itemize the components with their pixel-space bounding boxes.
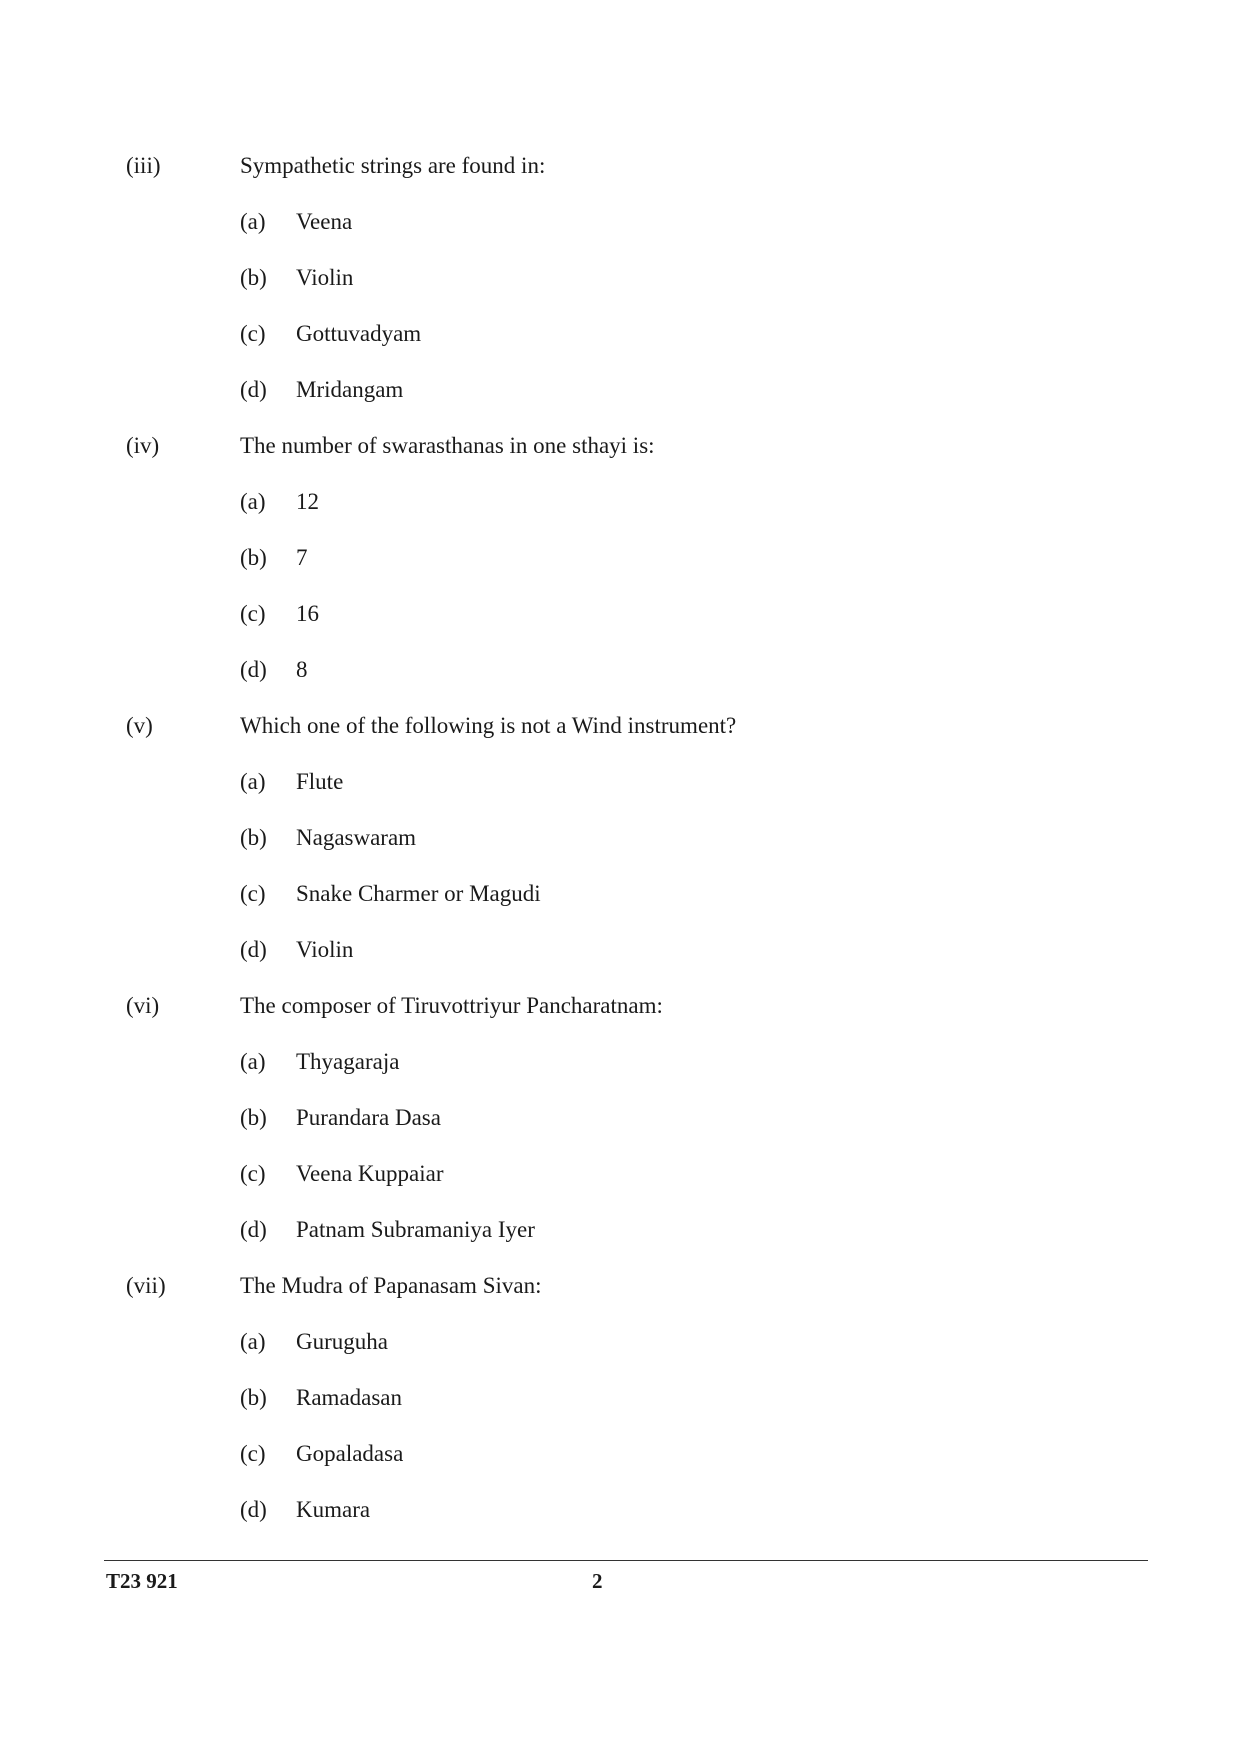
- option-d: [0, 374, 1241, 430]
- option-d: [0, 934, 1241, 990]
- option-text: Nagaswaram: [296, 825, 417, 850]
- option-b: [0, 1382, 1241, 1438]
- option-label: (c): [240, 1161, 266, 1186]
- option-label: (c): [240, 881, 266, 906]
- option-a: [0, 206, 1241, 262]
- paper-code: T23 921: [106, 1569, 178, 1593]
- question-number: (iv): [126, 433, 160, 458]
- question-iii: [0, 150, 1241, 430]
- option-text: 8: [296, 657, 308, 682]
- option-text: Violin: [296, 937, 354, 962]
- question-text: Which one of the following is not a Wind instrument?: [240, 713, 737, 738]
- option-a: [0, 766, 1241, 822]
- option-label: (d): [240, 657, 267, 682]
- option-text: Purandara Dasa: [296, 1105, 441, 1130]
- option-text: Veena Kuppaiar: [296, 1161, 444, 1186]
- question-text: The composer of Tiruvottriyur Pancharatnam:: [240, 993, 663, 1018]
- option-label: (c): [240, 321, 266, 346]
- option-b: [0, 822, 1241, 878]
- option-a: [0, 486, 1241, 542]
- option-label: (d): [240, 377, 267, 402]
- option-d: [0, 1214, 1241, 1270]
- option-d: [0, 1494, 1241, 1550]
- option-text: Kumara: [296, 1497, 371, 1522]
- question-header: [0, 990, 1241, 1046]
- option-text: Mridangam: [296, 377, 404, 402]
- option-label: (a): [240, 1329, 266, 1354]
- option-label: (b): [240, 1385, 267, 1410]
- option-c: [0, 878, 1241, 934]
- option-c: [0, 598, 1241, 654]
- option-text: Guruguha: [296, 1329, 388, 1354]
- option-label: (b): [240, 545, 267, 570]
- option-label: (d): [240, 937, 267, 962]
- question-number: (vi): [126, 993, 160, 1018]
- option-label: (d): [240, 1497, 267, 1522]
- option-text: Snake Charmer or Magudi: [296, 881, 541, 906]
- option-a: [0, 1326, 1241, 1382]
- option-text: Gottuvadyam: [296, 321, 422, 346]
- option-label: (b): [240, 265, 267, 290]
- option-label: (a): [240, 1049, 266, 1074]
- option-text: Flute: [296, 769, 344, 794]
- question-number: (v): [126, 713, 153, 738]
- option-text: Patnam Subramaniya Iyer: [296, 1217, 535, 1242]
- question-v: [0, 710, 1241, 990]
- footer-divider: [104, 1560, 1148, 1561]
- option-label: (a): [240, 489, 266, 514]
- option-text: Thyagaraja: [296, 1049, 400, 1074]
- option-label: (c): [240, 601, 266, 626]
- page-number: 2: [592, 1569, 603, 1593]
- option-label: (b): [240, 825, 267, 850]
- option-label: (a): [240, 209, 266, 234]
- option-text: Veena: [296, 209, 353, 234]
- question-header: [0, 150, 1241, 206]
- option-label: (d): [240, 1217, 267, 1242]
- option-c: [0, 1158, 1241, 1214]
- option-label: (b): [240, 1105, 267, 1130]
- question-header: [0, 710, 1241, 766]
- option-text: Gopaladasa: [296, 1441, 404, 1466]
- option-text: 12: [296, 489, 319, 514]
- option-b: [0, 262, 1241, 318]
- option-b: [0, 1102, 1241, 1158]
- question-number: (iii): [126, 153, 161, 178]
- option-c: [0, 1438, 1241, 1494]
- option-text: 7: [296, 545, 308, 570]
- option-label: (a): [240, 769, 266, 794]
- question-vii: [0, 1270, 1241, 1550]
- option-text: Violin: [296, 265, 354, 290]
- option-text: Ramadasan: [296, 1385, 403, 1410]
- question-number: (vii): [126, 1273, 166, 1298]
- question-header: [0, 1270, 1241, 1326]
- option-c: [0, 318, 1241, 374]
- option-b: [0, 542, 1241, 598]
- question-vi: [0, 990, 1241, 1270]
- option-d: [0, 654, 1241, 710]
- question-iv: [0, 430, 1241, 710]
- option-label: (c): [240, 1441, 266, 1466]
- question-text: The number of swarasthanas in one sthayi is:: [240, 433, 655, 458]
- question-text: Sympathetic strings are found in:: [240, 153, 546, 178]
- option-a: [0, 1046, 1241, 1102]
- question-header: [0, 430, 1241, 486]
- option-text: 16: [296, 601, 319, 626]
- question-text: The Mudra of Papanasam Sivan:: [240, 1273, 542, 1298]
